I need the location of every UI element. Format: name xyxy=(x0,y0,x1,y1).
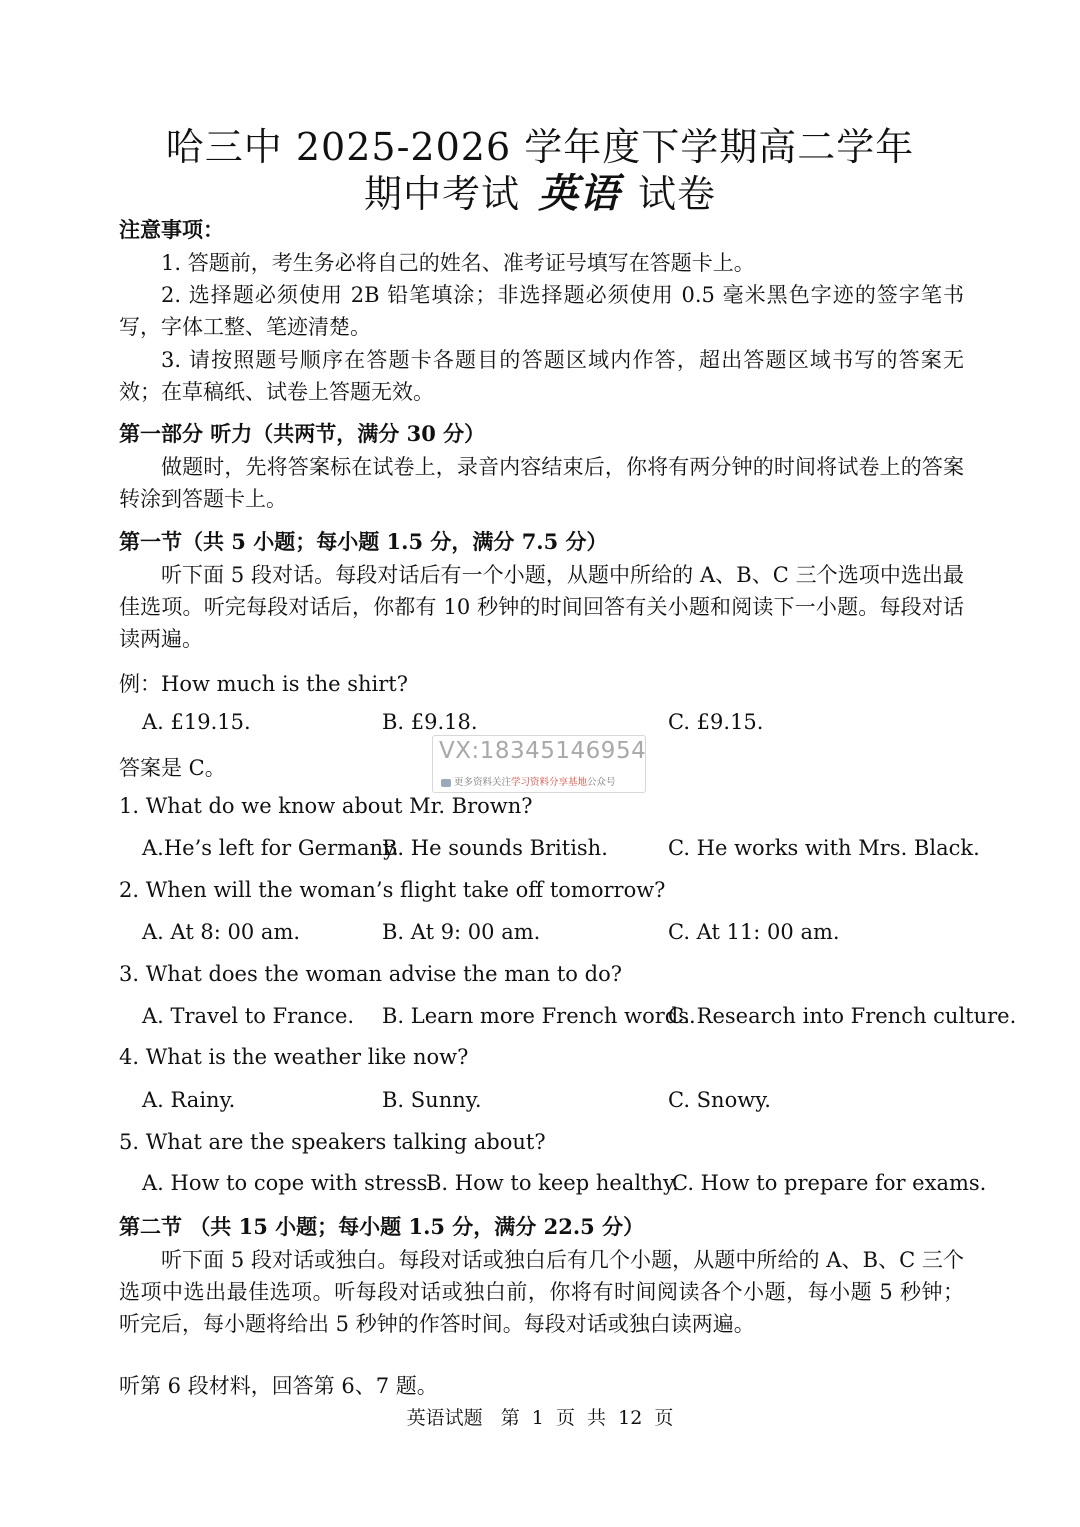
q4-option-a: A. Rainy. xyxy=(142,1088,236,1112)
q1-option-b: B. He sounds British. xyxy=(382,836,608,860)
section1-heading: 第一节（共 5 小题；每小题 1.5 分，满分 7.5 分） xyxy=(119,529,608,554)
q5-option-c: C. How to prepare for exams. xyxy=(672,1171,987,1195)
watermark-note xyxy=(441,774,616,788)
example-option-c: C. £9.15. xyxy=(668,710,764,734)
question-1: 1. What do we know about Mr. Brown? xyxy=(119,794,533,818)
graduation-cap-icon xyxy=(441,779,451,787)
q3-option-b: B. Learn more French words. xyxy=(382,1004,696,1028)
question-4: 4. What is the weather like now? xyxy=(119,1045,469,1069)
section1-intro: 听下面 5 段对话。每段对话后有一个小题，从题中所给的 A、B、C 三个选项中选出最佳选项。听完每段对话后，你都有 10 秒钟的时间回答有关小题和阅读下一小题。每段对话读两遍。 xyxy=(119,563,964,651)
notice-item-1: 1. 答题前，考生务必将自己的姓名、准考证号填写在答题卡上。 xyxy=(161,251,755,275)
example-answer: 答案是 C。 xyxy=(119,756,226,780)
q3-option-a: A. Travel to France. xyxy=(142,1004,355,1028)
watermark-note-pre: 更多资料关注 xyxy=(454,777,512,788)
exam-title-line2 xyxy=(0,162,1080,219)
example-option-b: B. £9.18. xyxy=(382,710,478,734)
q3-option-c: C. Research into French culture. xyxy=(668,1004,1017,1028)
watermark-stamp xyxy=(432,735,646,793)
q2-option-a: A. At 8: 00 am. xyxy=(142,920,301,944)
q4-option-c: C. Snowy. xyxy=(668,1088,771,1112)
part1-heading: 第一部分 听力（共两节，满分 30 分） xyxy=(119,421,486,446)
exam-title-line1: 哈三中 2025-2026 学年度下学期高二学年 xyxy=(165,125,915,169)
section2-intro: 听下面 5 段对话或独白。每段对话或独白后有几个小题，从题中所给的 A、B、C 三个选项中选出最佳选项。听每段对话或独白前，你将有时间阅读各个小题，每小题 5 秒钟；听完后，每小题将给出 5 秒钟的作答时间。每段对话或独白读两遍。 xyxy=(119,1248,964,1336)
watermark-note-highlight: 学习资料分享基地 xyxy=(511,777,588,788)
example-option-a: A. £19.15. xyxy=(142,710,251,734)
question-2: 2. When will the woman’s flight take off tomorrow? xyxy=(119,878,666,902)
question-3: 3. What does the woman advise the man to do? xyxy=(119,962,622,986)
notice-item-2: 2. 选择题必须使用 2B 铅笔填涂；非选择题必须使用 0.5 毫米黑色字迹的签字笔书写，字体工整、笔迹清楚。 xyxy=(119,283,964,339)
watermark-note-post: 公众号 xyxy=(587,777,616,788)
q2-option-b: B. At 9: 00 am. xyxy=(382,920,541,944)
q1-option-c: C. He works with Mrs. Black. xyxy=(668,836,980,860)
section2-heading: 第二节 （共 15 小题；每小题 1.5 分，满分 22.5 分） xyxy=(119,1214,645,1239)
section2-material-6: 听第 6 段材料，回答第 6、7 题。 xyxy=(119,1374,438,1398)
title-subject: 英语 xyxy=(538,170,620,217)
part1-intro: 做题时，先将答案标在试卷上，录音内容结束后，你将有两分钟的时间将试卷上的答案转涂到答题卡上。 xyxy=(119,455,964,511)
q1-option-a: A.He’s left for Germany. xyxy=(142,836,399,860)
watermark-contact: VX:18345146954 xyxy=(439,738,647,764)
title-exam-type: 期中考试 xyxy=(363,172,520,216)
title-paper: 试卷 xyxy=(638,172,717,216)
page-footer: 英语试题 第 1 页 共 12 页 xyxy=(406,1407,674,1429)
notice-heading: 注意事项： xyxy=(119,217,224,242)
example-question: 例：How much is the shirt? xyxy=(119,672,408,696)
q5-option-b: B. How to keep healthy. xyxy=(426,1171,679,1195)
q2-option-c: C. At 11: 00 am. xyxy=(668,920,840,944)
question-5: 5. What are the speakers talking about? xyxy=(119,1130,546,1154)
q4-option-b: B. Sunny. xyxy=(382,1088,482,1112)
q5-option-a: A. How to cope with stress. xyxy=(142,1171,435,1195)
notice-item-3: 3. 请按照题号顺序在答题卡各题目的答题区域内作答，超出答题区域书写的答案无效；在草稿纸、试卷上答题无效。 xyxy=(119,348,964,404)
